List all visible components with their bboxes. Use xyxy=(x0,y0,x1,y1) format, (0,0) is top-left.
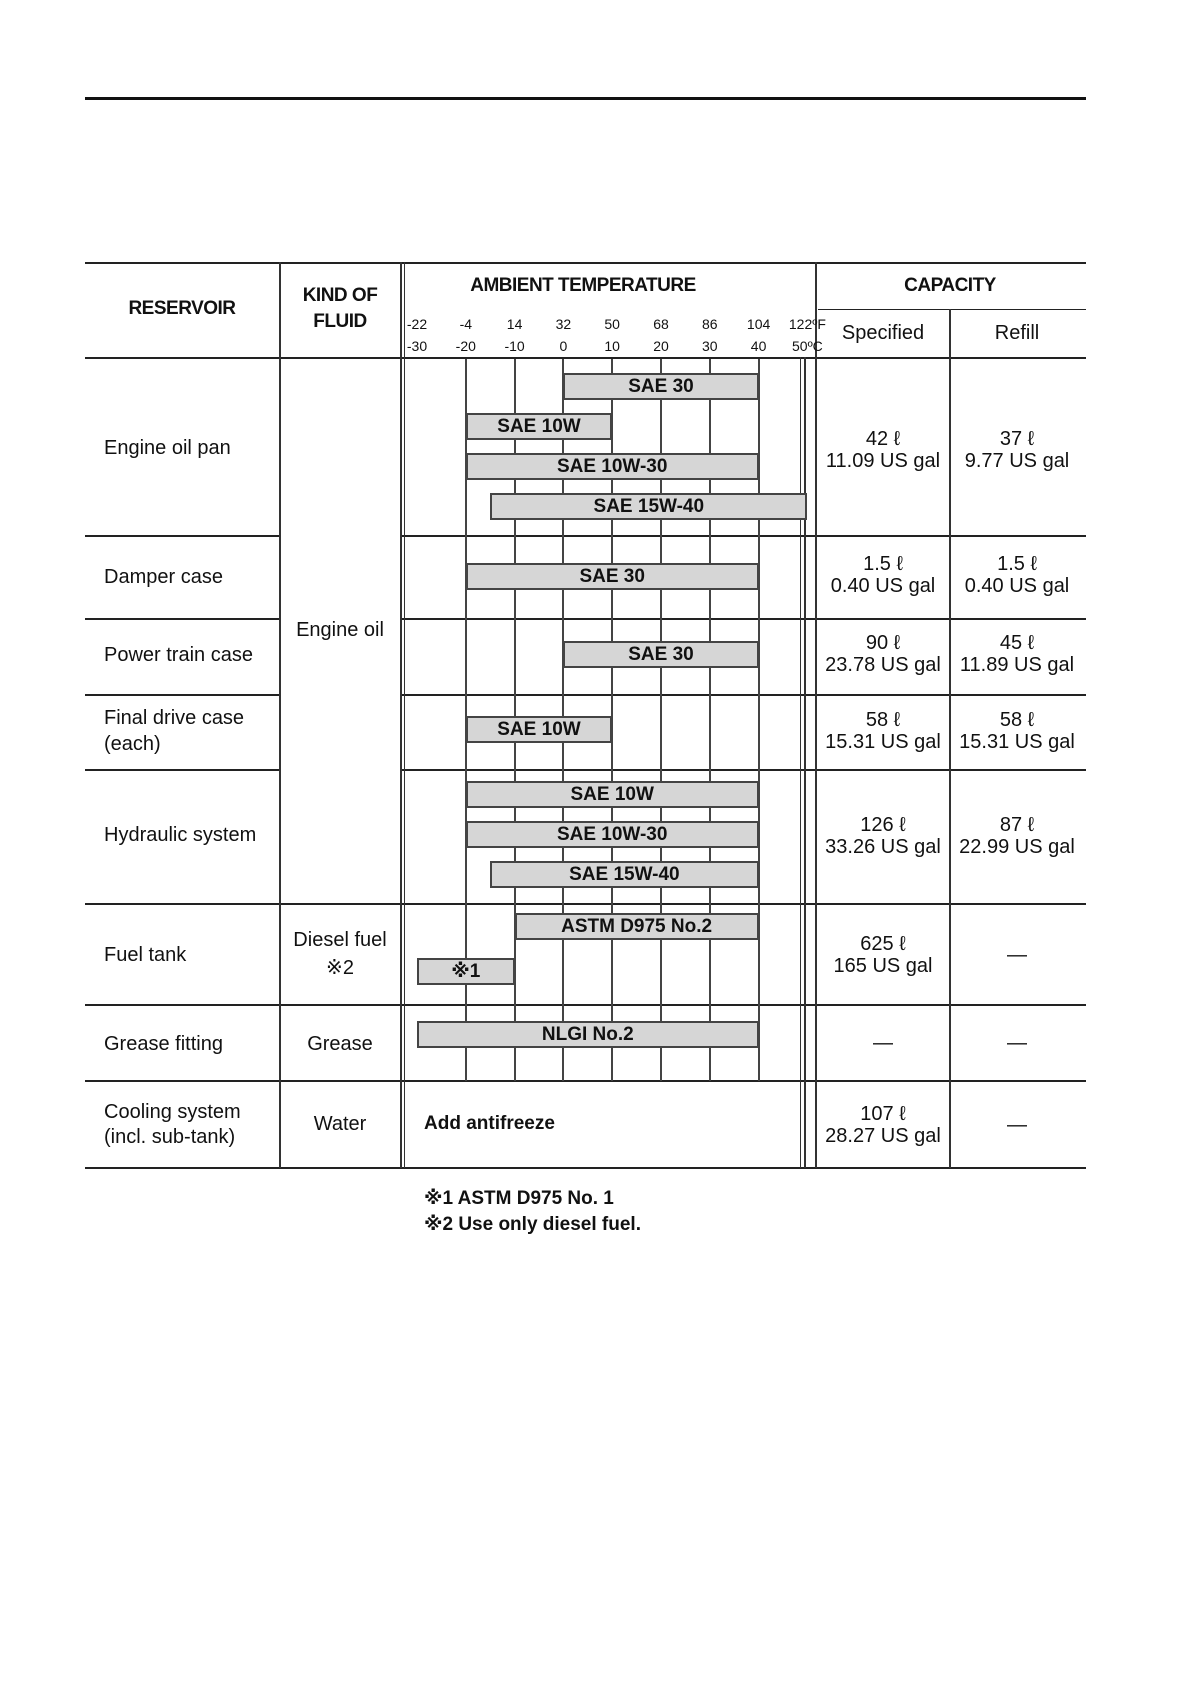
scale-c-0: -30 xyxy=(406,338,428,354)
scale-f-5: 68 xyxy=(653,316,669,332)
scale-c-5: 20 xyxy=(653,338,669,354)
footnote-2: ※2 Use only diesel fuel. xyxy=(424,1214,641,1235)
row-divider-4 xyxy=(85,769,280,771)
refill-fuel-tank: — xyxy=(1007,944,1027,966)
bar-row0-1: SAE 10W xyxy=(466,413,612,440)
temp-right-line xyxy=(800,357,801,1168)
scale-c-2: -10 xyxy=(504,338,525,354)
row-divider-5 xyxy=(85,903,1086,905)
specified-damper-case: 1.5 ℓ 0.40 US gal xyxy=(830,553,936,597)
specified-fuel-tank: 625 ℓ 165 US gal xyxy=(833,933,933,977)
scale-f-4: 50 xyxy=(604,316,620,332)
bar-row6-0: NLGI No.2 xyxy=(417,1021,759,1048)
table-bottom-border xyxy=(85,1167,1086,1169)
header-kind-of-fluid-1: KIND OF xyxy=(302,285,378,306)
refill-engine-oil-pan: 37 ℓ 9.77 US gal xyxy=(964,428,1070,472)
col-line-1 xyxy=(279,262,281,1168)
header-refill: Refill xyxy=(994,322,1040,344)
scale-f-2: 14 xyxy=(506,316,523,332)
reservoir-damper-case: Damper case xyxy=(104,566,223,588)
refill-cooling-system: — xyxy=(1007,1114,1027,1136)
refill-power-train-case: 45 ℓ 11.89 US gal xyxy=(959,632,1075,676)
row-divider-1b xyxy=(400,535,1086,537)
reservoir-final-drive-case-1: Final drive case xyxy=(104,707,245,729)
row-divider-2 xyxy=(85,618,280,620)
scale-f-8: 122ºF xyxy=(788,316,826,332)
fluid-grease: Grease xyxy=(307,1033,373,1055)
header-capacity: CAPACITY xyxy=(904,275,996,296)
specified-final-drive-case: 58 ℓ 15.31 US gal xyxy=(825,709,941,753)
bar-row4-2: SAE 15W-40 xyxy=(490,861,758,888)
bar-row0-3: SAE 15W-40 xyxy=(490,493,807,520)
reservoir-grease-fitting: Grease fitting xyxy=(104,1033,223,1055)
bar-row3-0: SAE 10W xyxy=(466,716,612,743)
bar-row5-0: ASTM D975 No.2 xyxy=(515,913,759,940)
header-bottom-border xyxy=(85,357,1086,359)
specified-cooling-system: 107 ℓ 28.27 US gal xyxy=(825,1103,941,1147)
col-line-2a xyxy=(400,262,402,1168)
top-rule xyxy=(85,97,1086,100)
bar-row2-0: SAE 30 xyxy=(563,641,758,668)
reservoir-cooling-system-1: Cooling system xyxy=(104,1101,241,1123)
bar-row4-1: SAE 10W-30 xyxy=(466,821,759,848)
table-top-border xyxy=(85,262,1086,264)
reservoir-cooling-system-2: (incl. sub-tank) xyxy=(104,1126,236,1148)
bar-row5-1: ※1 xyxy=(417,958,515,985)
specified-hydraulic-system: 126 ℓ 33.26 US gal xyxy=(825,814,941,858)
refill-damper-case: 1.5 ℓ 0.40 US gal xyxy=(964,553,1070,597)
row-divider-1 xyxy=(85,535,280,537)
refill-hydraulic-system: 87 ℓ 22.99 US gal xyxy=(959,814,1075,858)
row-divider-3 xyxy=(85,694,280,696)
specified-power-train-case: 90 ℓ 23.78 US gal xyxy=(825,632,941,676)
scale-c-4: 10 xyxy=(604,338,620,354)
reservoir-power-train-case: Power train case xyxy=(104,644,253,666)
scale-c-1: -20 xyxy=(455,338,476,354)
scale-c-7: 40 xyxy=(750,338,767,354)
fluid-diesel-1: Diesel fuel xyxy=(293,929,387,951)
row-divider-3b xyxy=(400,694,1086,696)
header-kind-of-fluid-2: FLUID xyxy=(313,311,367,332)
scale-c-8: 50ºC xyxy=(791,338,823,354)
scale-c-3: 0 xyxy=(559,338,568,354)
specified-grease-fitting: — xyxy=(873,1032,893,1054)
scale-c-6: 30 xyxy=(702,338,718,354)
specified-engine-oil-pan: 42 ℓ 11.09 US gal xyxy=(825,428,941,472)
fluid-engine-oil: Engine oil xyxy=(296,619,384,641)
reservoir-engine-oil-pan: Engine oil pan xyxy=(104,437,231,459)
cooling-system-note: Add antifreeze xyxy=(424,1113,555,1134)
scale-f-6: 86 xyxy=(702,316,718,332)
scale-f-0: -22 xyxy=(406,316,428,332)
reservoir-final-drive-case-2: (each) xyxy=(104,733,161,755)
refill-grease-fitting: — xyxy=(1007,1032,1027,1054)
col-line-3 xyxy=(815,262,817,1168)
fluid-diesel-2: ※2 xyxy=(326,957,354,979)
header-ambient-temperature: AMBIENT TEMPERATURE xyxy=(470,275,696,296)
col-line-4 xyxy=(949,309,951,1168)
reservoir-fuel-tank: Fuel tank xyxy=(104,944,187,966)
scale-f-3: 32 xyxy=(555,316,572,332)
refill-final-drive-case: 58 ℓ 15.31 US gal xyxy=(959,709,1075,753)
bar-row0-0: SAE 30 xyxy=(563,373,758,400)
bar-row4-0: SAE 10W xyxy=(466,781,759,808)
reservoir-hydraulic-system: Hydraulic system xyxy=(104,824,257,846)
row-divider-2b xyxy=(400,618,1086,620)
scale-f-1: -4 xyxy=(459,316,473,332)
bar-row0-2: SAE 10W-30 xyxy=(466,453,759,480)
col-line-2b xyxy=(404,262,405,1168)
footnote-1: ※1 ASTM D975 No. 1 xyxy=(424,1188,614,1209)
capacity-header-divider xyxy=(818,309,1086,310)
scale-f-7: 104 xyxy=(746,316,771,332)
temp-right-line-b xyxy=(804,357,806,1168)
header-specified: Specified xyxy=(841,322,925,344)
row-divider-6 xyxy=(85,1004,1086,1006)
row-divider-4b xyxy=(400,769,1086,771)
header-reservoir: RESERVOIR xyxy=(128,298,236,319)
fluid-water: Water xyxy=(313,1113,367,1135)
bar-row1-0: SAE 30 xyxy=(466,563,759,590)
